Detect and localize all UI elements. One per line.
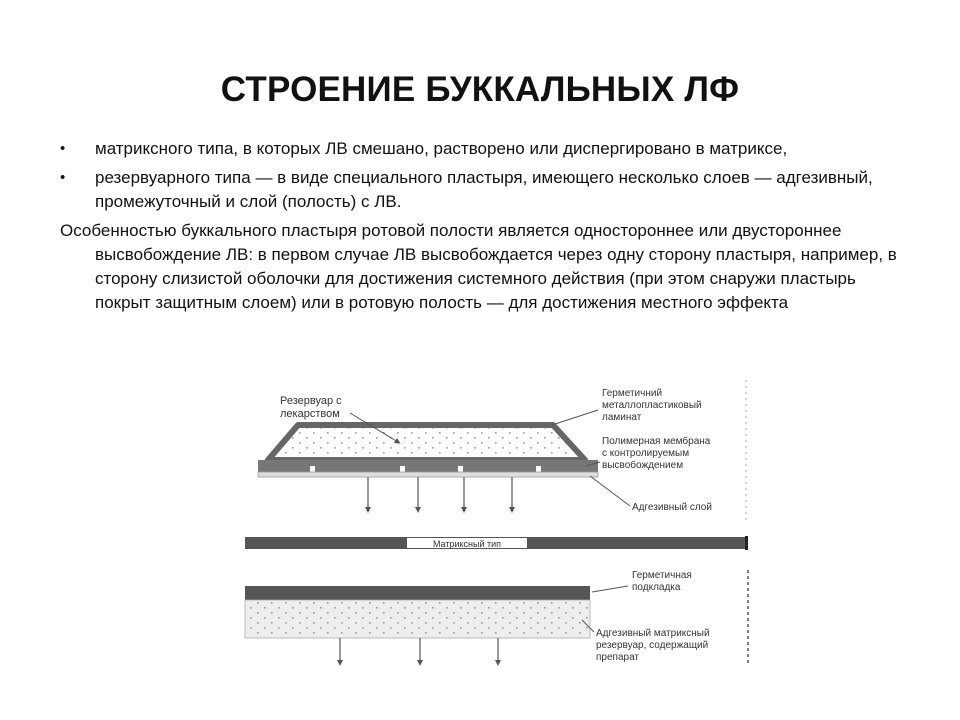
membrane-gap-4 — [536, 466, 541, 472]
membrane-label-line-2: с контролируемым — [602, 448, 690, 459]
adhesive-layer — [258, 472, 598, 477]
membrane-label-line-1: Полимерная мембрана — [602, 436, 711, 447]
bullet-text-matrix: матриксного типа, в которых ЛВ смешано, растворено или диспергировано в матриксе, — [95, 139, 788, 158]
membrane-gap-3 — [458, 466, 463, 472]
matrix-type-label: Матриксный тип — [432, 539, 502, 549]
release-arrows-reservoir — [368, 477, 512, 510]
membrane-label-line-3: высвобождением — [602, 460, 684, 471]
laminate-label-line-2: металлопластиковый — [602, 400, 702, 411]
adhesive-pointer — [590, 476, 630, 506]
reservoir-label-line-2: лекарством — [280, 408, 340, 420]
matrix-patch — [245, 586, 590, 638]
matrix-reservoir-label-line-1: Адгезивный матриксный — [596, 628, 710, 639]
bullet-marker: • — [60, 169, 66, 186]
release-arrows-matrix — [340, 638, 498, 663]
laminate-pointer — [552, 410, 598, 425]
laminate-label-line-3: ламинат — [602, 412, 642, 423]
adhesive-label: Адгезивный слой — [632, 502, 712, 513]
slide-title: СТРОЕНИЕ БУККАЛЬНЫХ ЛФ — [220, 70, 740, 109]
backing-label-line-1: Герметичная — [632, 570, 692, 581]
bullet-item-reservoir — [60, 166, 910, 214]
membrane-gap-2 — [400, 466, 405, 472]
matrix-reservoir-label-line-3: препарат — [596, 652, 639, 663]
bullet-marker: • — [60, 140, 66, 157]
matrix-reservoir-label-line-2: резервуар, содержащий — [596, 640, 709, 651]
drug-reservoir — [268, 425, 585, 460]
bullet-item-matrix — [60, 137, 910, 161]
bullet-text-reservoir: резервуарного типа — в виде специального пластыря, имеющего несколько слоев — адгезивный, промежуточный и слой (полость) с ЛВ. — [95, 168, 873, 211]
membrane-gap-1 — [310, 466, 315, 472]
matrix-bar-end — [745, 536, 748, 550]
sealed-backing — [245, 586, 590, 600]
slide-content — [60, 137, 910, 315]
feature-paragraph: Особенностью буккального пластыря ротовой полости является одностороннее или двустороннее высвобождение ЛВ: в первом случае ЛВ высвобождается через одну сторону пластыря, например, в сторону слизистой оболочки для достижения системного действия (при этом снаружи пластырь покрыт защитным слоем) или в ротовую полость — для достижения местного эффекта — [60, 221, 897, 312]
backing-pointer — [592, 586, 628, 592]
laminate-base — [258, 460, 598, 472]
adhesive-matrix-dots — [246, 601, 589, 637]
patch-structure-diagram — [240, 380, 755, 670]
laminate-label-line-1: Герметичний — [602, 388, 663, 399]
backing-label-line-2: подкладка — [632, 582, 681, 593]
reservoir-patch — [258, 425, 598, 477]
reservoir-label-line-1: Резервуар с — [280, 395, 342, 407]
